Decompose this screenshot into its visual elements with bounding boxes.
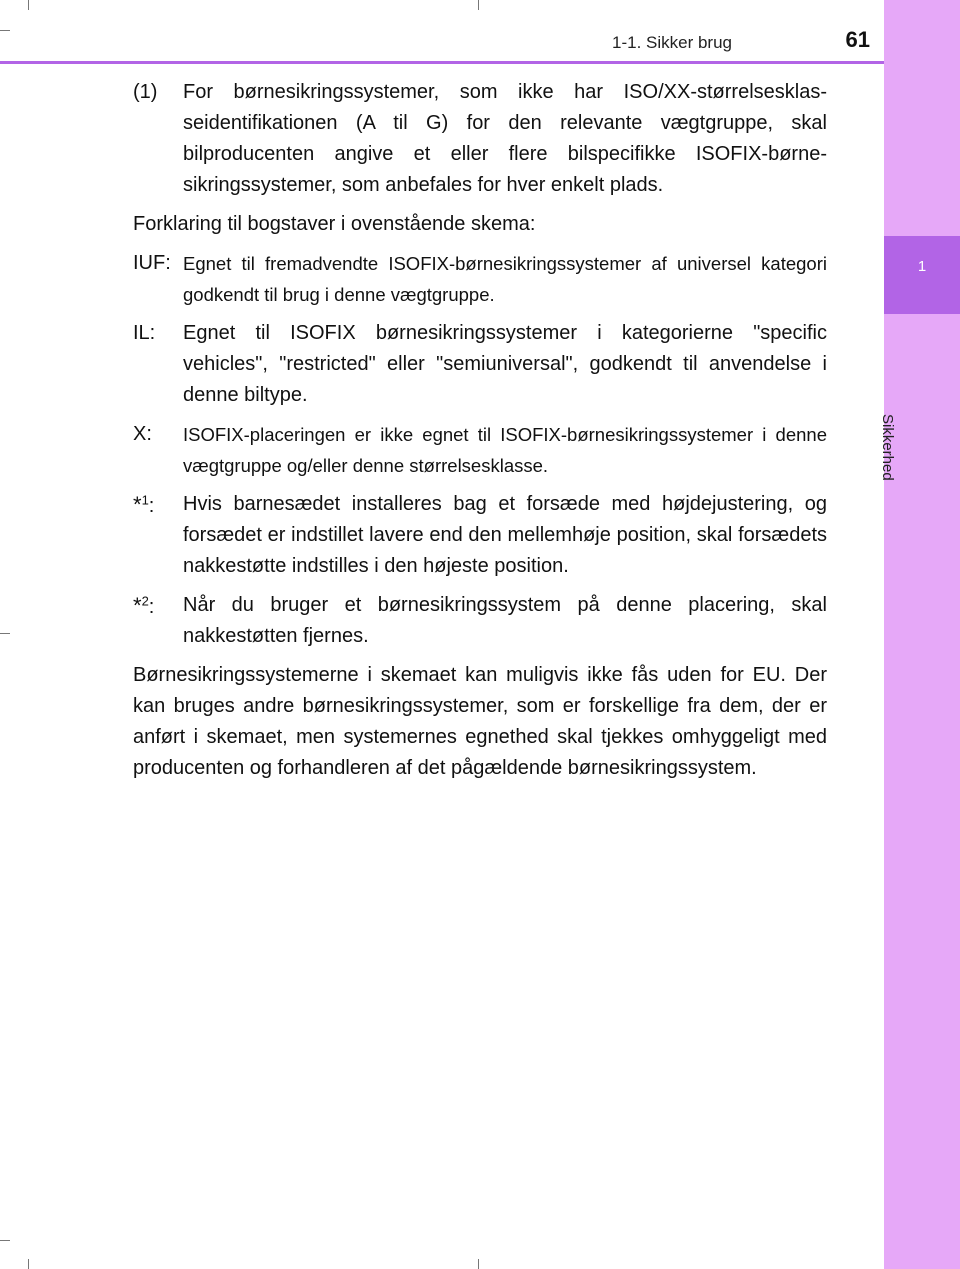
legend-intro: Forklaring til bogstaver i ovenstående skema: <box>133 213 536 235</box>
legend-iuf-label: IUF: <box>133 252 171 274</box>
footnote-2 <box>133 590 827 652</box>
footnote-2-colon: : <box>148 596 155 618</box>
note-1-label: (1) <box>133 81 158 103</box>
crop-mark <box>0 30 10 31</box>
legend-x-text: ISOFIX-placeringen er ikke egnet til ISOFIX-børnesikringssystemer i denne vægtgruppe og/eller denne størrelsesklasse. <box>183 424 827 476</box>
footnote-1-star: * <box>133 492 142 517</box>
footnote-1-label <box>133 489 183 582</box>
crop-mark <box>0 633 10 634</box>
footnote-2-label <box>133 590 183 652</box>
header-rule <box>0 61 884 64</box>
footnote-2-star: * <box>133 593 142 618</box>
footnote-2-text: Når du bruger et børnesikringssystem på denne placering, skal nakkestøtten fjernes. <box>183 594 827 647</box>
footnote-1-colon: : <box>148 495 155 517</box>
legend-iuf-text: Egnet til fremadvendte ISOFIX-børnesikringssystemer af universel kategori godkendt til brug i denne vægtgruppe. <box>183 253 827 305</box>
chapter-label-text: Sikkerhed <box>879 414 896 481</box>
legend-iuf <box>133 248 827 310</box>
footnote-1-number: 1 <box>141 492 149 508</box>
legend-x <box>133 419 827 481</box>
footnote-2-number: 2 <box>141 593 149 609</box>
chapter-tab <box>884 236 960 314</box>
footnote-1-text: Hvis barnesædet installeres bag et forsæde med højdejustering, og forsædet er indstillet lavere end den mellemhøje position, skal forsædets nakkestøtte indstilles i den højeste position. <box>183 493 827 577</box>
closing-paragraph: Børnesikringssystemerne i skemaet kan muligvis ikke fås uden for EU. Der kan bruges andre børnesikringssystemer, som er forskellige fra dem, der er anført i skemaet, men systemernes egnethed skal tjekkes omhyggeligt med producenten og forhandleren af det pågældende børnesikringssystem. <box>133 664 827 779</box>
note-1-text: For børnesikringssystemer, som ikke har ISO/XX-størrelsesklasseidentifikationen (A til G) for den relevante vægtgruppe, skal bilproducenten angive et eller flere bilspecifikke ISOFIX-børnesikringssystemer, som anbefales for hver enkelt plads. <box>183 81 827 196</box>
chapter-sidebar <box>884 0 960 1269</box>
chapter-number: 1 <box>917 258 927 275</box>
note-1 <box>133 77 827 201</box>
section-title: 1-1. Sikker brug <box>612 33 732 52</box>
crop-mark <box>28 0 29 10</box>
legend-il-label: IL: <box>133 322 156 344</box>
footnote-1 <box>133 489 827 582</box>
chapter-label <box>879 330 918 481</box>
page-content <box>133 77 827 792</box>
legend-il-text: Egnet til ISOFIX børnesikringssystemer i kategorierne "specific vehicles", "restricted" eller "semiuniversal", godkendt til anvendelse i denne biltype. <box>183 322 827 406</box>
legend-il <box>133 318 827 411</box>
crop-mark <box>28 1259 29 1269</box>
crop-mark <box>478 0 479 10</box>
crop-mark <box>0 1240 10 1241</box>
page-number: 61 <box>845 27 870 52</box>
legend-x-label: X: <box>133 423 152 445</box>
crop-mark <box>478 1259 479 1269</box>
